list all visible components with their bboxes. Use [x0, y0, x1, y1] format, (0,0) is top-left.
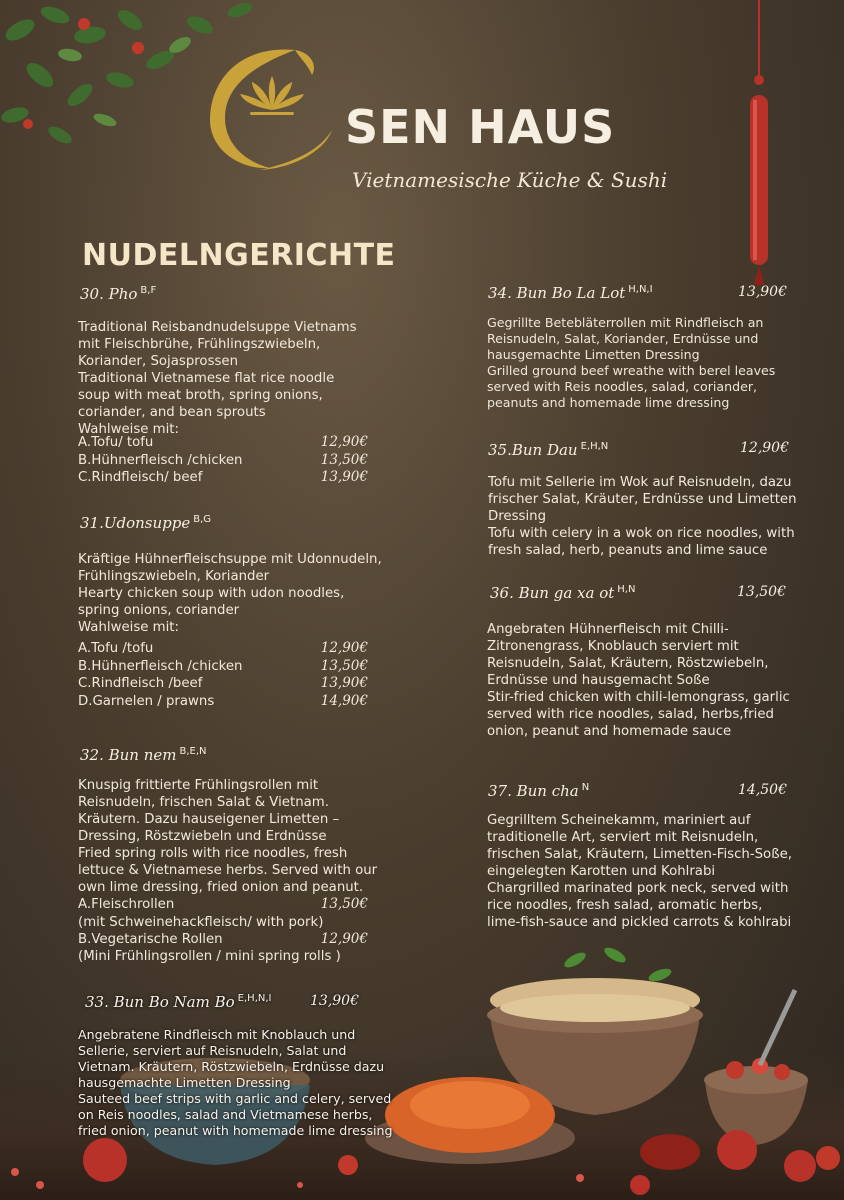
- description-line: hausgemachte Limetten Dressing: [487, 347, 700, 362]
- option-label: B.Hühnerfleisch /chicken: [78, 658, 243, 674]
- dish-title: 35.Bun Dau $^{E,H,N}$: [488, 441, 609, 459]
- dish-title: 33. Bun Bo Nam Bo $^{E,H,N,I}$: [85, 993, 272, 1011]
- description-line: mit Fleischbrühe, Frühlingszwiebeln,: [78, 337, 321, 352]
- description-line: Fried spring rolls with rice noodles, fresh: [78, 846, 348, 861]
- description-line: Hearty chicken soup with udon noodles,: [78, 586, 345, 601]
- description-line: Grilled ground beef wreathe with berel leaves: [487, 363, 776, 378]
- description-line: frischer Salat, Kräuter, Erdnüsse und Limetten: [488, 492, 797, 507]
- allergen-codes: H,N: [617, 584, 636, 595]
- option-price: 13,50€: [320, 657, 368, 674]
- option-price: 13,90€: [320, 675, 368, 691]
- description-line: Stir-fried chicken with chili-lemongrass, garlic: [487, 690, 790, 705]
- description-line: Wahlweise mit:: [78, 422, 179, 437]
- description-line: Tofu mit Sellerie im Wok auf Reisnudeln, dazu: [488, 475, 792, 490]
- option-note: (Mini Frühlingsrollen / mini spring rolls ): [78, 949, 341, 964]
- option-row: [78, 675, 368, 693]
- option-label: B.Vegetarische Rollen: [78, 931, 223, 947]
- option-row: [78, 693, 368, 711]
- dish-description: [488, 474, 797, 559]
- description-line: lime-fish-sauce and pickled carrots & kohlrabi: [487, 915, 792, 930]
- option-row: [78, 434, 368, 452]
- option-price: 13,50€: [320, 896, 368, 912]
- option-price: 12,90€: [320, 930, 368, 947]
- description-line: Angebraten Hühnerfleisch mit Chilli-: [487, 622, 729, 637]
- allergen-codes: B,E,N: [179, 746, 207, 757]
- description-line: spring onions, coriander: [78, 603, 240, 618]
- dish-title: 37. Bun cha $^N$: [488, 782, 590, 800]
- dish-description: [487, 315, 775, 411]
- description-line: Zitronengrass, Knoblauch serviert mit: [487, 639, 739, 654]
- description-line: traditionelle Art, serviert mit Reisnudeln,: [487, 830, 759, 845]
- description-line: Sellerie, serviert auf Reisnudeln, Salat und: [78, 1043, 347, 1058]
- allergen-codes: H,N,I: [628, 284, 653, 295]
- description-line: Dressing: [488, 509, 547, 524]
- option-label: C.Rindfleisch/ beef: [78, 470, 203, 485]
- option-label: B.Hühnerfleisch /chicken: [78, 452, 243, 468]
- description-line: Reisnudeln, Salat, Koriander, Erdnüsse und: [487, 331, 759, 346]
- option-label: D.Garnelen / prawns: [78, 693, 215, 709]
- option-row: [78, 452, 368, 470]
- option-row: [78, 469, 368, 487]
- option-price: 13,50€: [320, 451, 368, 468]
- option-price: 12,90€: [320, 434, 368, 450]
- description-line: on Reis noodles, salad and Vietmamese herbs,: [78, 1107, 373, 1122]
- option-price: 14,90€: [320, 692, 368, 709]
- description-line: Erdnüsse und hausgemacht Soße: [487, 673, 710, 688]
- brand-name: SEN HAUS: [345, 100, 616, 154]
- section-title: NUDELNGERICHTE: [82, 238, 396, 273]
- description-line: fried onion, peanut with homemade lime dressing: [78, 1123, 393, 1138]
- description-line: peanuts and homemade lime dressing: [487, 395, 730, 410]
- dish-title: 31.Udonsuppe $^{B,G}$: [80, 514, 212, 532]
- description-line: served with Reis noodles, salad, coriander,: [487, 379, 758, 394]
- description-line: fresh salad, herb, peanuts and lime sauce: [488, 543, 768, 558]
- option-row: [78, 896, 368, 914]
- allergen-codes: E,H,N,I: [237, 993, 272, 1004]
- description-line: lettuce & Vietnamese herbs. Served with our: [78, 863, 378, 878]
- description-line: Knuspig frittierte Frühlingsrollen mit: [78, 778, 319, 793]
- description-line: Koriander, Sojasprossen: [78, 354, 239, 369]
- option-row: [78, 640, 368, 658]
- allergen-codes: E,H,N: [580, 441, 609, 452]
- description-line: Tofu with celery in a wok on rice noodles, with: [488, 526, 795, 541]
- option-list: [78, 434, 368, 487]
- dish-title: 36. Bun ga xa ot $^{H,N}$: [490, 584, 636, 602]
- description-line: Traditional Reisbandnudelsuppe Vietnams: [78, 320, 357, 335]
- option-row: [78, 658, 368, 676]
- option-price: 13,90€: [320, 469, 368, 485]
- dish-price: 13,50€: [737, 584, 786, 600]
- description-line: Wahlweise mit:: [78, 620, 179, 635]
- description-line: Gegrillte Betebläterrollen mit Rindfleisch an: [487, 315, 764, 330]
- option-list: [78, 640, 368, 710]
- description-line: Gegrilltem Scheinekamm, mariniert auf: [487, 813, 751, 828]
- description-line: onion, peanut and homemade sauce: [487, 724, 732, 739]
- description-line: frischen Salat, Kräutern, Limetten-Fisch-Soße,: [487, 847, 792, 862]
- description-line: Vietnam. Kräutern, Röstzwiebeln, Erdnüsse dazu: [78, 1059, 385, 1074]
- option-label: A.Tofu/ tofu: [78, 435, 154, 450]
- option-price: 12,90€: [320, 640, 368, 656]
- description-line: eingelegten Karotten und Kohlrabi: [487, 864, 716, 879]
- description-line: soup with meat broth, spring onions,: [78, 388, 323, 403]
- dish-description: [78, 777, 377, 896]
- description-line: Reisnudeln, Salat, Kräutern, Röstzwiebeln,: [487, 656, 769, 671]
- dish-description: [78, 551, 382, 636]
- koi-lotus-logo: [200, 40, 340, 180]
- description-line: Dressing, Röstzwiebeln und Erdnüsse: [78, 829, 327, 844]
- description-line: own lime dressing, fried onion and peanut.: [78, 880, 364, 895]
- option-note: (mit Schweinehackfleisch/ with pork): [78, 914, 324, 930]
- description-line: served with rice noodles, salad, herbs,fried: [487, 707, 774, 722]
- dish-description: [78, 1027, 393, 1139]
- allergen-codes: B,F: [140, 285, 157, 296]
- dish-price: 14,50€: [738, 782, 787, 798]
- dish-title: 34. Bun Bo La Lot $^{H,N,I}$: [488, 284, 653, 302]
- description-line: Kräutern. Dazu hauseigener Limetten –: [78, 812, 340, 827]
- description-line: Reisnudeln, frischen Salat & Vietnam.: [78, 795, 329, 810]
- dish-description: [487, 621, 790, 740]
- description-line: Chargrilled marinated pork neck, served with: [487, 881, 789, 896]
- option-label: A.Tofu /tofu: [78, 641, 154, 656]
- description-line: Traditional Vietnamese flat rice noodle: [78, 371, 335, 386]
- description-line: Kräftige Hühnerfleischsuppe mit Udonnudeln,: [78, 552, 382, 567]
- dish-description: [78, 319, 357, 438]
- dish-title: 30. Pho $^{B,F}$: [80, 285, 157, 303]
- allergen-codes: B,G: [193, 514, 212, 525]
- dish-description: [487, 812, 792, 931]
- description-line: Angebratene Rindfleisch mit Knoblauch und: [78, 1027, 356, 1042]
- dish-price: 12,90€: [740, 440, 789, 456]
- lantern-icon: [744, 0, 774, 290]
- description-line: coriander, and bean sprouts: [78, 405, 266, 420]
- description-line: Sauteed beef strips with garlic and celery, served: [78, 1091, 392, 1106]
- option-label: A.Fleischrollen: [78, 897, 175, 912]
- dish-price: 13,90€: [310, 993, 359, 1009]
- allergen-codes: N: [581, 782, 590, 793]
- dish-title: 32. Bun nem $^{B,E,N}$: [80, 746, 207, 764]
- option-label: C.Rindfleisch /beef: [78, 676, 203, 691]
- brand-tagline: Vietnamesische Küche & Sushi: [352, 168, 668, 192]
- description-line: hausgemachte Limetten Dressing: [78, 1075, 291, 1090]
- description-line: Frühlingszwiebeln, Koriander: [78, 569, 270, 584]
- dish-price: 13,90€: [738, 284, 787, 300]
- description-line: rice noodles, fresh salad, aromatic herbs,: [487, 898, 763, 913]
